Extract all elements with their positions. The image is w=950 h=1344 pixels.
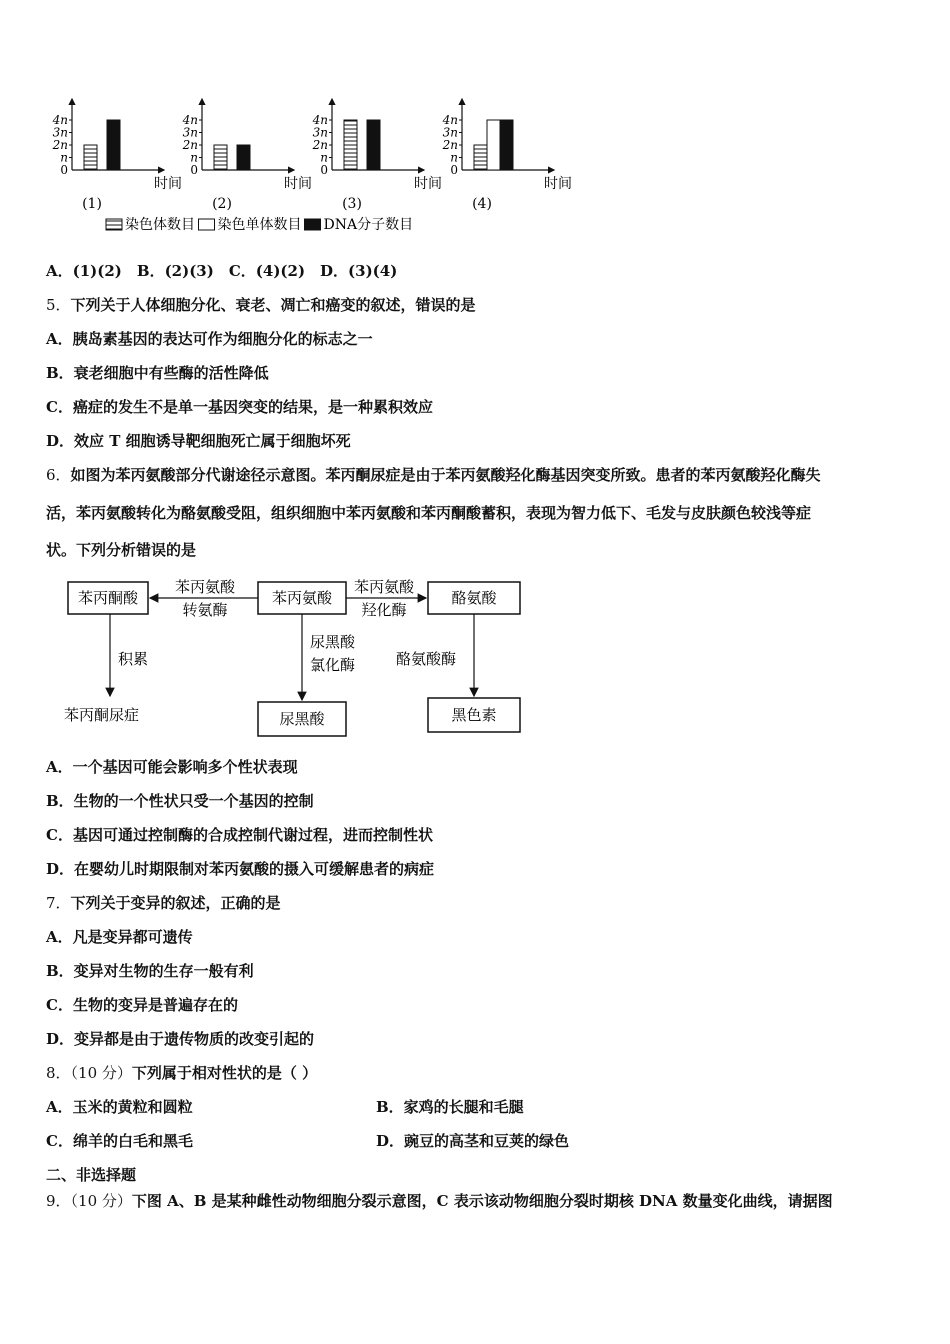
bar-chromosome [344, 120, 357, 170]
q6-stem-line-2: 活，苯丙氨酸转化为酪氨酸受阻，组织细胞中苯丙氨酸和苯丙酮酸蓄积，表现为智力低下、毛发与皮肤颜色较浅等症 [46, 504, 812, 522]
q6-option-c: C．基因可通过控制酶的合成控制代谢过程，进而控制性状 [46, 826, 433, 844]
q7-stem: 下列关于变异的叙述，正确的是 [70, 894, 281, 912]
bar-chromosome [84, 145, 97, 170]
chart-svg [40, 95, 572, 245]
panel-label: (1) [82, 196, 102, 212]
q6-option-b: B．生物的一个性状只受一个基因的控制 [46, 792, 314, 810]
y-tick-label: 3n [442, 125, 458, 140]
y-tick-label: 0 [450, 163, 458, 177]
q5-option-a: A．胰岛素基因的表达可作为细胞分化的标志之一 [46, 330, 373, 348]
q9-stem-line [46, 1191, 833, 1211]
legend-label: 染色单体数目 [217, 217, 302, 233]
y-tick-label: 0 [320, 163, 328, 177]
box-phenylpyruvate-label: 苯丙酮酸 [77, 589, 139, 607]
q8-stem: 下列属于相对性状的是（ ） [131, 1064, 318, 1082]
q7-stem-line [46, 893, 281, 913]
x-axis-label: 时间 [414, 176, 442, 192]
q5-stem-line [46, 295, 476, 315]
bar-dna [500, 120, 513, 170]
y-tick-label: 2n [312, 138, 328, 152]
y-tick-label: 3n [52, 125, 68, 140]
y-tick-label: n [190, 150, 198, 165]
enzyme-oxidase-line1: 尿黑酸 [310, 633, 356, 651]
enzyme-hydroxylase-line2: 羟化酶 [361, 601, 407, 619]
y-tick-label: 0 [60, 163, 68, 177]
x-axis-label: 时间 [544, 176, 572, 192]
q8-number: 8． [46, 1064, 71, 1082]
q6-number: 6． [46, 466, 71, 484]
q6-option-d: D．在婴幼儿时期限制对苯丙氨酸的摄入可缓解患者的病症 [46, 860, 435, 878]
panel-label: (4) [472, 196, 492, 212]
y-tick-label: 0 [190, 163, 198, 177]
y-tick-label: 2n [442, 138, 458, 152]
section-heading: 二、非选择题 [46, 1166, 137, 1184]
q7-option-a: A．凡是变异都可遗传 [46, 928, 193, 946]
y-tick-label: 4n [182, 113, 198, 127]
box-tyrosine-label: 酪氨酸 [451, 589, 497, 607]
bar-chromosome [474, 145, 487, 170]
legend-swatch [106, 219, 122, 230]
enzyme-transaminase-line1: 苯丙氨酸 [174, 578, 236, 596]
q5-number: 5． [46, 296, 71, 314]
chromosome-dna-bar-chart [40, 95, 572, 245]
q7-number: 7． [46, 894, 71, 912]
label-pku: 苯丙酮尿症 [64, 706, 140, 724]
q8-score: （10 分） [70, 1064, 132, 1082]
q7-option-d: D．变异都是由于遗传物质的改变引起的 [46, 1030, 315, 1048]
q9-stem: 下图 A、B 是某种雌性动物细胞分裂示意图，C 表示该动物细胞分裂时期核 DNA 数量变化曲线，请据图 [131, 1192, 833, 1210]
y-tick-label: 2n [52, 138, 68, 152]
label-accumulate: 积累 [118, 650, 149, 668]
q6-stem-line-1 [46, 465, 821, 485]
q6-stem-1: 如图为苯丙氨酸部分代谢途径示意图。苯丙酮尿症是由于苯丙氨酸羟化酶基因突变所致。患者的苯丙氨酸羟化酶失 [70, 466, 821, 484]
q5-option-c: C．癌症的发生不是单一基因突变的结果，是一种累积效应 [46, 398, 433, 416]
bar-chromatid [487, 120, 500, 170]
y-tick-label: 4n [442, 113, 458, 127]
x-axis-label: 时间 [284, 176, 312, 192]
q8-option-b: B．家鸡的长腿和毛腿 [376, 1098, 524, 1116]
y-tick-label: 2n [182, 138, 198, 152]
legend-label: DNA分子数目 [323, 217, 414, 233]
panel-label: (2) [212, 196, 232, 212]
y-tick-label: 3n [312, 125, 328, 140]
y-tick-label: n [320, 150, 328, 165]
q6-stem-line-3: 状。下列分析错误的是 [46, 541, 197, 559]
y-tick-label: 3n [182, 125, 198, 140]
enzyme-transaminase-line2: 转氨酶 [182, 601, 228, 619]
q9-number: 9． [46, 1192, 71, 1210]
box-melanin-label: 黑色素 [451, 706, 497, 724]
enzyme-tyrosinase: 酪氨酸酶 [396, 650, 457, 668]
q6-option-a: A．一个基因可能会影响多个性状表现 [46, 758, 298, 776]
y-tick-label: n [60, 150, 68, 165]
bar-chromosome [214, 145, 227, 170]
q5-option-d: D．效应 T 细胞诱导靶细胞死亡属于细胞坏死 [46, 432, 351, 450]
box-phenylalanine-label: 苯丙氨酸 [271, 589, 333, 607]
enzyme-hydroxylase-line1: 苯丙氨酸 [353, 578, 415, 596]
q9-score: （10 分） [70, 1192, 132, 1210]
bar-dna [237, 145, 250, 170]
q5-stem: 下列关于人体细胞分化、衰老、凋亡和癌变的叙述，错误的是 [70, 296, 476, 314]
bar-dna [107, 120, 120, 170]
q4-options: A．(1)(2) B．(2)(3) C．(4)(2) D．(3)(4) [46, 262, 398, 280]
q7-option-c: C．生物的变异是普遍存在的 [46, 996, 238, 1014]
q8-option-a: A．玉米的黄粒和圆粒 [46, 1098, 193, 1116]
q8-stem-line [46, 1063, 317, 1083]
phenylalanine-metabolism-diagram [60, 572, 530, 742]
q8-option-c: C．绵羊的白毛和黑毛 [46, 1132, 193, 1150]
panel-label: (3) [342, 196, 362, 212]
legend-swatch [199, 219, 215, 230]
q8-option-d: D．豌豆的高茎和豆荚的绿色 [376, 1132, 570, 1150]
y-tick-label: n [450, 150, 458, 165]
q8-options-row-1 [46, 1097, 906, 1117]
y-tick-label: 4n [312, 113, 328, 127]
bar-dna [367, 120, 380, 170]
box-homogentisic-label: 尿黑酸 [279, 710, 325, 728]
q5-option-b: B．衰老细胞中有些酶的活性降低 [46, 364, 269, 382]
q8-options-row-2 [46, 1131, 906, 1151]
x-axis-label: 时间 [154, 176, 182, 192]
q7-option-b: B．变异对生物的生存一般有利 [46, 962, 254, 980]
enzyme-oxidase-line2: 氯化酶 [310, 656, 356, 674]
flow-svg [60, 572, 530, 742]
legend-swatch [305, 219, 321, 230]
y-tick-label: 4n [52, 113, 68, 127]
legend-label: 染色体数目 [125, 217, 195, 233]
